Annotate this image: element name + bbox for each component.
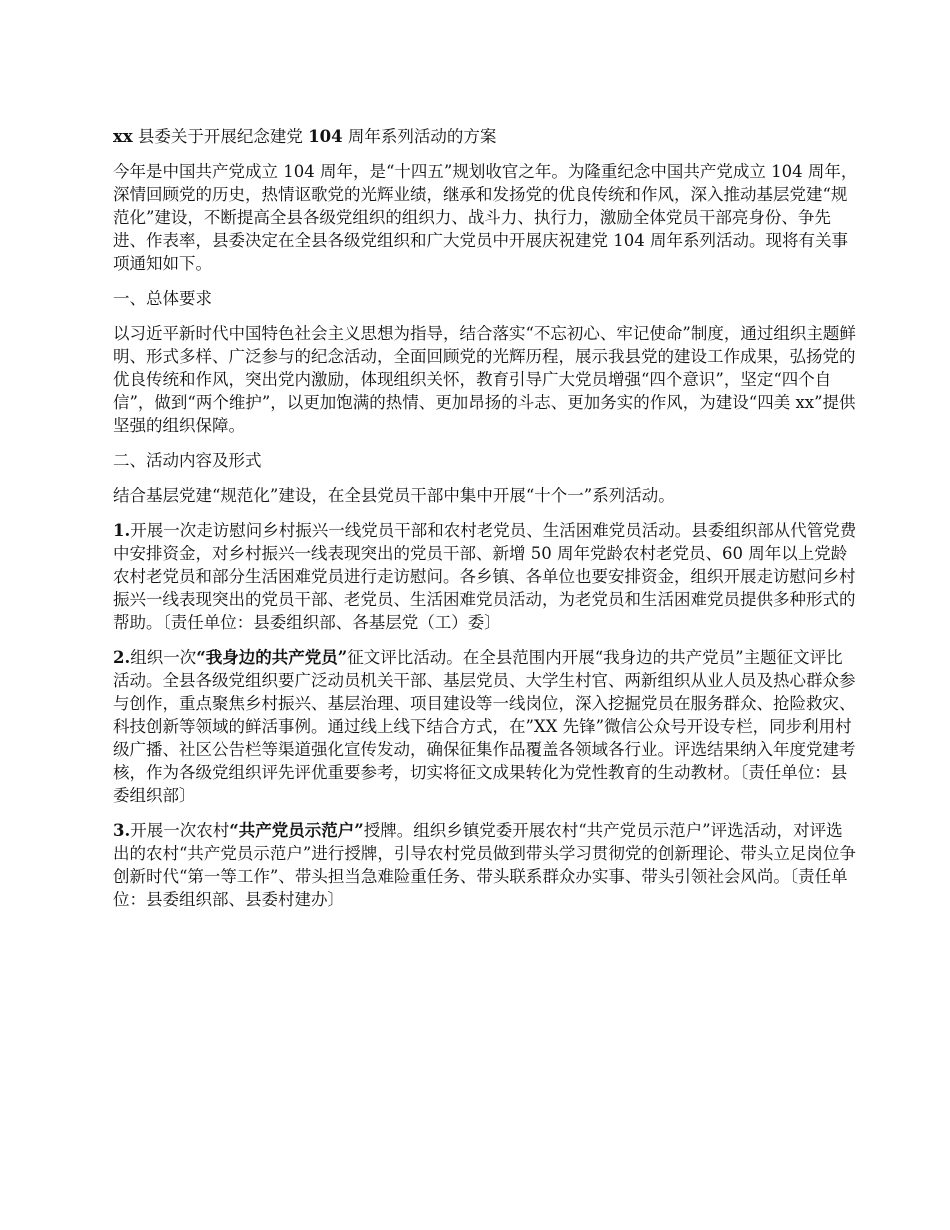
intro-paragraph: 今年是中国共产党成立 104 周年，是“十四五”规划收官之年。为隆重纪念中国共产党成立 104 周年，深情回顾党的历史，热情讴歌党的光辉业绩，继承和发扬党的优良传统和作风，深入推动基层党建“规范化”建设，不断提高全县各级党组织的组织力、战斗力、执行力，激励全体党员干部亮身份、争先进、作表率，县委决定在全县各级党组织和广大党员中开展庆祝建党 104 周年系列活动。现将有关事项通知如下。 — [113, 162, 858, 273]
title-number: 104 — [308, 127, 343, 146]
title-text-1: 县委关于开展纪念建党 — [132, 127, 309, 146]
item-lead: 开展一次农村 — [130, 821, 230, 840]
document-title — [113, 125, 858, 148]
section-1-body: 以习近平新时代中国特色社会主义思想为指导，结合落实“不忘初心、牢记使命”制度，通过组织主题鲜明、形式多样、广泛参与的纪念活动，全面回顾党的光辉历程，展示我县党的建设工作成果，弘扬党的优良传统和作风，突出党内激励，体现组织关怀，教育引导广大党员增强“四个意识”，坚定“四个自信”，做到“两个维护”，以更加饱满的热情、更加昂扬的斗志、更加务实的作风，为建设“四美 xx”提供坚强的组织保障。 — [113, 324, 856, 435]
section-1-heading: 一、总体要求 — [113, 289, 212, 308]
item-text: 授牌。组织乡镇党委开展农村“共产党员示范户”评选活动，对评选出的农村“共产党员示范户”进行授牌，引导农村党员做到带头学习贯彻党的创新理论、带头立足岗位争创新时代“第一等工作”、带头担当急难险重任务、带头联系群众办实事、带头引领社会风尚。〔责任单位：县委组织部、县委村建办〕 — [113, 821, 856, 909]
item-number: 3. — [113, 821, 131, 840]
document-page — [113, 125, 858, 923]
section-2-intro: 结合基层党建“规范化”建设，在全县党员干部中集中开展“十个一”系列活动。 — [113, 486, 675, 505]
item-bold-phrase: “共产党员示范户” — [229, 821, 364, 840]
item-number: 1. — [113, 521, 131, 540]
activity-item-3 — [113, 819, 858, 911]
section-2-heading: 二、活动内容及形式 — [113, 451, 262, 470]
activity-item-1 — [113, 519, 858, 634]
item-text: 开展一次走访慰问乡村振兴一线党员干部和农村老党员、生活困难党员活动。县委组织部从代管党费中安排资金，对乡村振兴一线表现突出的党员干部、新增 50 周年党龄农村老党员、60 周年以上党龄农村老党员和部分生活困难党员进行走访慰问。各乡镇、各单位也要安排资金，组织开展走访慰问乡村振兴一线表现突出的党员干部、老党员、生活困难党员活动，为老党员和生活困难党员提供多种形式的帮助。〔责任单位：县委组织部、各基层党（工）委〕 — [113, 521, 857, 632]
title-text-2: 周年系列活动的方案 — [342, 127, 497, 146]
item-lead: 组织一次 — [130, 648, 197, 667]
item-text: 征文评比活动。在全县范围内开展“我身边的共产党员”主题征文评比活动。全县各级党组织要广泛动员机关干部、基层党员、大学生村官、两新组织从业人员及热心群众参与创作，重点聚焦乡村振兴、基层治理、项目建设等一线岗位，深入挖掘党员在服务群众、抢险救灾、科技创新等领域的鲜活事例。通过线上线下结合方式，在”XX 先锋”微信公众号开设专栏，同步利用村级广播、社区公告栏等渠道强化宣传发动，确保征集作品覆盖各领域各行业。评选结果纳入年度党建考核，作为各级党组织评先评优重要参考，切实将征文成果转化为党性教育的生动教材。〔责任单位：县委组织部〕 — [113, 648, 856, 805]
item-number: 2. — [113, 648, 131, 667]
title-prefix: xx — [113, 127, 133, 146]
item-bold-phrase: “我身边的共产党员” — [196, 648, 348, 667]
activity-item-2 — [113, 646, 858, 807]
